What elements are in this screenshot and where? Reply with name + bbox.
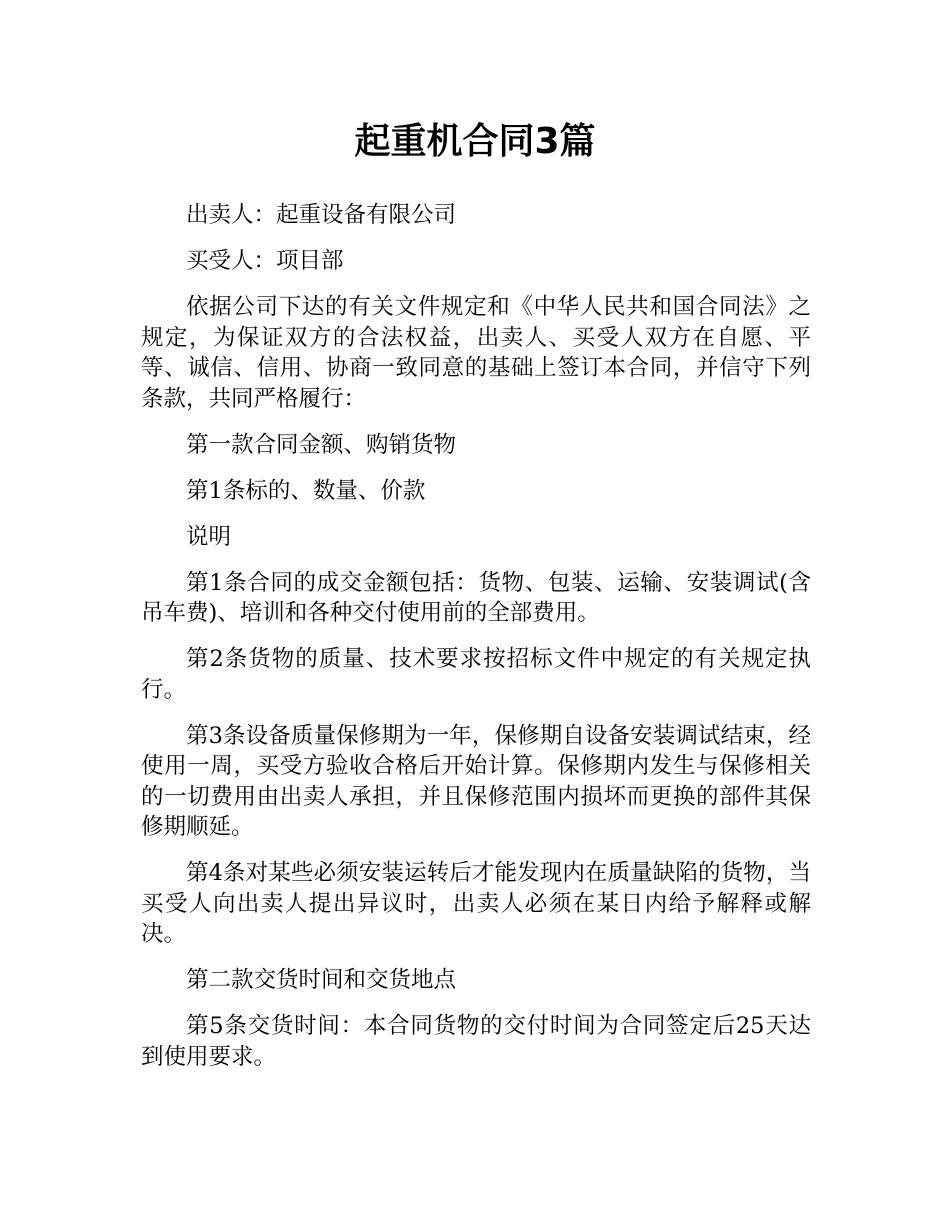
paragraph-article-2: 第2条货物的质量、技术要求按招标文件中规定的有关规定执行。 — [141, 646, 811, 703]
paragraph-article-3: 第3条设备质量保修期为一年，保修期自设备安装调试结束，经使用一周，买受方验收合格后开始计算。保修期内发生与保修相关的一切费用由出卖人承担，并且保修范围内损坏而更换的部件其保修期顺延。 — [141, 722, 811, 840]
document-body — [141, 200, 811, 1088]
paragraph-article-5: 第5条交货时间：本合同货物的交付时间为合同签定后25天达到使用要求。 — [141, 1013, 811, 1070]
paragraph-preamble: 依据公司下达的有关文件规定和《中华人民共和国合同法》之规定，为保证双方的合法权益，出卖人、买受人双方在自愿、平等、诚信、信用、协商一致同意的基础上签订本合同，并信守下列条款，共同严格履行： — [141, 294, 811, 412]
section-heading-1: 第一款合同金额、购销货物 — [186, 431, 457, 458]
paragraph-seller: 出卖人：起重设备有限公司 — [186, 202, 457, 228]
document-title: 起重机合同3篇 — [354, 121, 596, 162]
section-heading-2: 第二款交货时间和交货地点 — [186, 967, 457, 993]
paragraph-article-1: 第1条合同的成交金额包括：货物、包装、运输、安装调试(含吊车费)、培训和各种交付使用前的全部费用。 — [141, 569, 811, 626]
paragraph-article-4: 第4条对某些必须安装运转后才能发现内在质量缺陷的货物，当买受人向出卖人提出异议时，出卖人必须在某日内给予解释或解决。 — [141, 860, 811, 947]
paragraph-article-1-title: 第1条标的、数量、价款 — [186, 477, 426, 504]
paragraph-buyer: 买受人：项目部 — [186, 248, 344, 274]
paragraph-note: 说明 — [186, 523, 232, 550]
